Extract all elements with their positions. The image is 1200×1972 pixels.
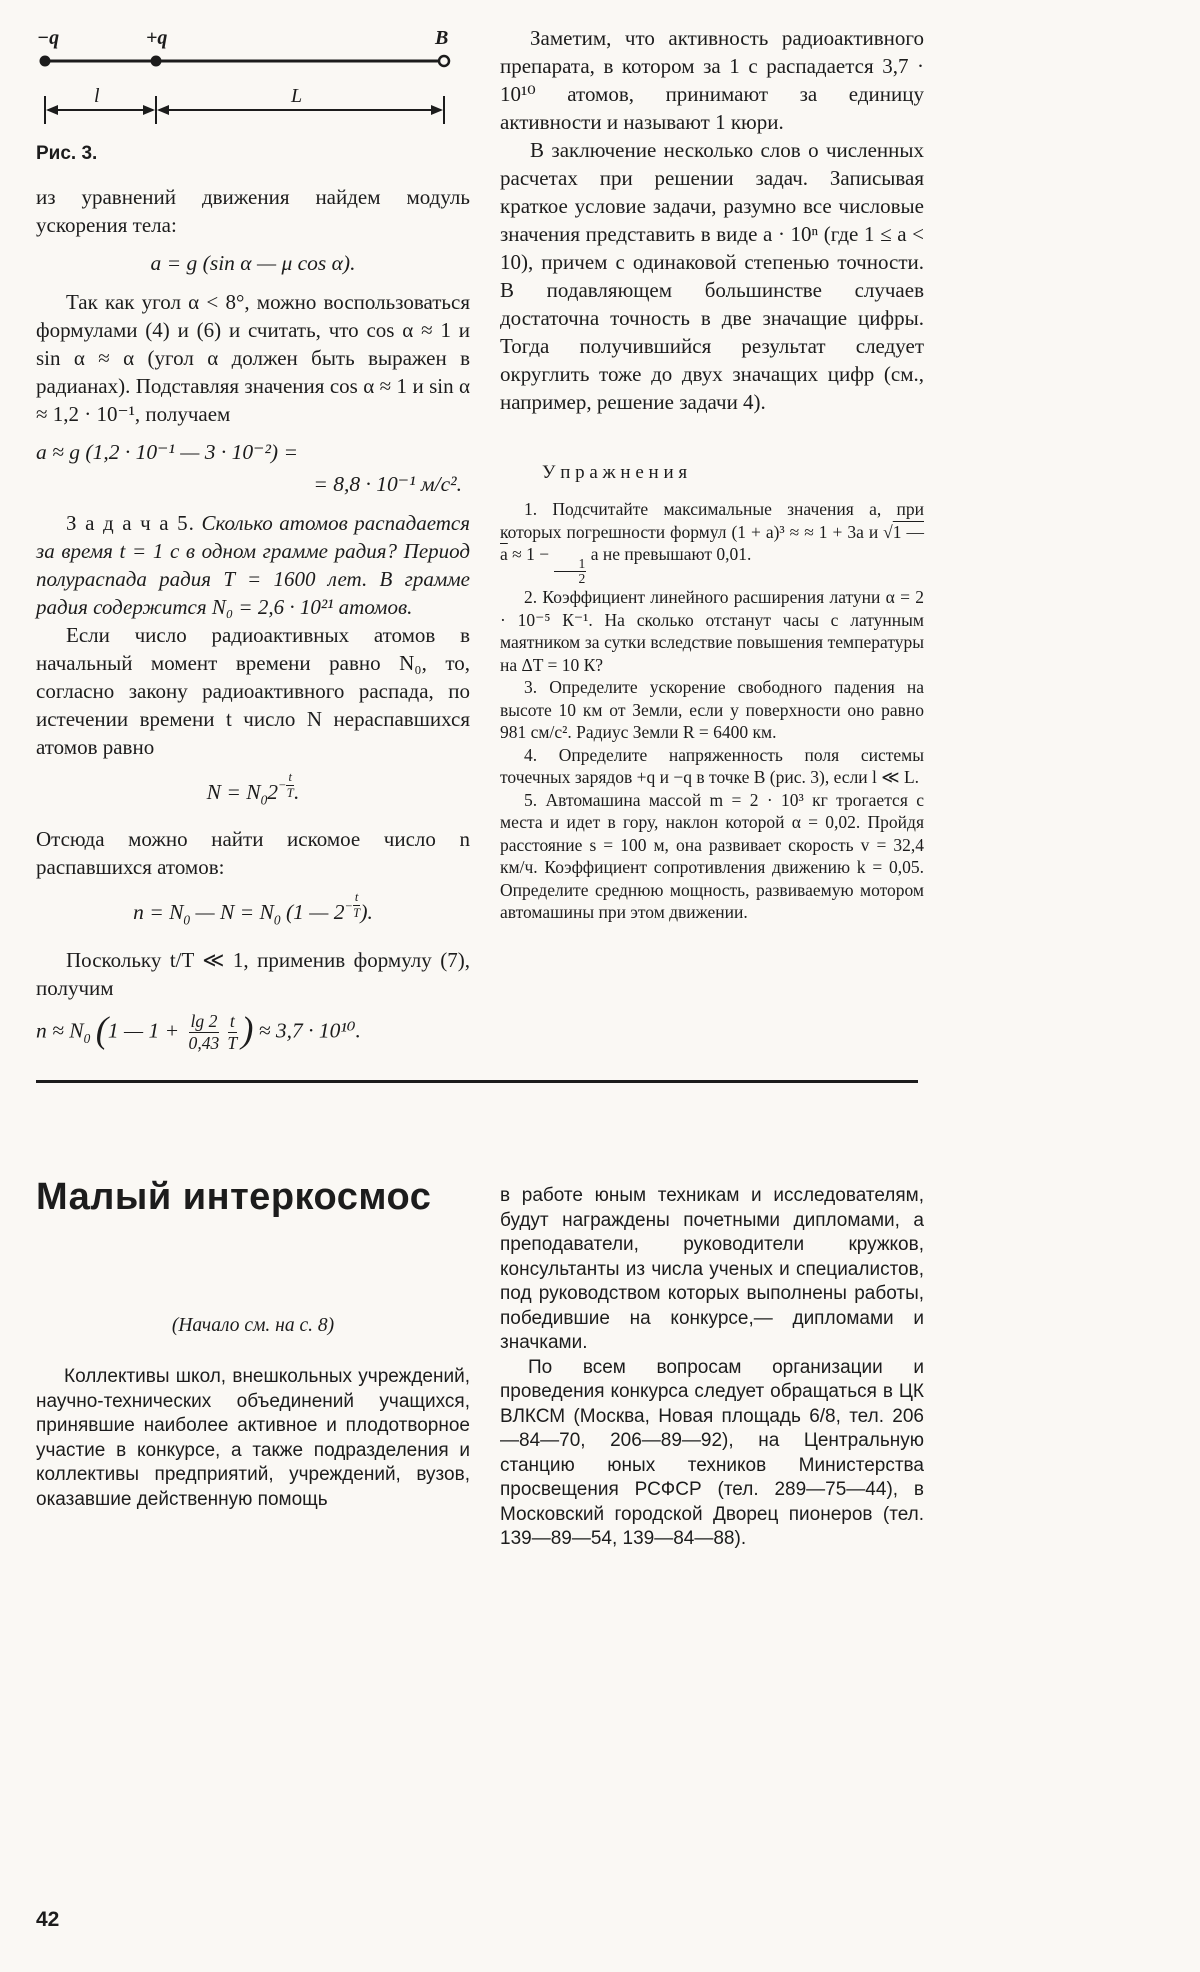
equation-decay-law [36,770,470,815]
paragraph: Отсюда можно найти искомое число n распавшихся атомов: [36,827,470,880]
exercise-text: 1. Подсчитайте максимальные значения a, при которых погрешности формул (1 + a)³ ≈ ≈ 1 + 3a и √ [500,499,924,542]
fraction-denominator: T [353,906,361,921]
paragraph: По всем вопросам организации и проведения конкурса следует обращаться в ЦК ВЛКСМ (Москва, Новая площадь 6/8, тел. 206—84—70, 206—89—92), на Центральную станцию юных техников Министерства просвещения РСФСР (тел. 289—75—44), в Московский городской Дворец пионеров (тел. 139—89—54, 139—84—88). [500,1356,924,1549]
eq-exp-sign: − [344,898,353,913]
fraction-numerator: t [354,890,359,905]
eq-exp-fraction [286,770,293,801]
eq-subscript: 0 [273,912,281,928]
arrowhead-icon [143,105,155,115]
task-text: Сколько атомов распадается за время t = 1 с в одном грамме радия? Период полураспада радия T = 1600 лет. В грамме радия содержится N₀ = 2,6 · 10²¹ атомов. [36,511,470,619]
eq-exp-sign: − [278,778,287,793]
arrowhead-icon [157,105,169,115]
charge-plus-dot [151,56,162,67]
exercise-2: 2. Коэффициент линейного расширения латуни α = 2 · 10⁻⁵ К⁻¹. На сколько отстанут часы с латунным маятником за сутки вследствие повышения температуры на ΔT = 10 К? [500,587,924,675]
bottom-right-column [500,1150,924,1552]
eq-exponent [278,770,294,801]
paragraph: Если число радиоактивных атомов в начальный момент времени равно N₀, то, согласно закону радиоактивного распада, по истечении времени t число N нераспавшихся атомов равно [36,623,470,759]
exercise-text: ≈ 1 − [507,544,554,564]
eq-text: n = N [133,900,184,925]
big-paren-open: ( [95,1009,108,1051]
eq-text: (1 — 2 [280,900,345,925]
paragraph: Коллективы школ, внешкольных учреждений, научно-технических объединений учащихся, принявшие наиболее активное и плодотворное участие в конкурсе, а также подразделения и коллективы предприятий, учреждений, вузов, оказавшие действенную помощь [36,1366,470,1510]
fraction-numerator: t [228,1011,237,1033]
eq-exponent [344,890,360,921]
fraction-denominator: 2 [578,570,586,586]
continuation-note: (Начало см. на с. 8) [171,1315,335,1336]
point-b-label: B [435,28,449,49]
exercises-heading: У п р а ж н е н и я [542,462,688,483]
bottom-left-column [36,1150,470,1552]
fraction-numerator: t [288,770,292,784]
article-title: Малый интеркосмос [36,1176,432,1218]
fraction-numerator: lg 2 [189,1011,220,1033]
eq-result: ≈ 3,7 · 10¹⁰. [258,1018,361,1043]
eq-text: N = N [206,780,261,805]
fraction-half [554,557,587,587]
eq-text: 1 — 1 + [107,1018,185,1043]
exercise-3: 3. Определите ускорение свободного падения на высоте 10 км от Земли, если у поверхности оно равно 981 см/с². Радиус Земли R = 6400 км. [500,677,924,743]
charge-minus-label: −q [37,28,60,49]
exercise-4: 4. Определите напряженность поля системы точечных зарядов +q и −q в точке B (рис. 3), если l ≪ L. [500,744,924,788]
paragraph: Поскольку t/T ≪ 1, применив формулу (7), получим [36,947,470,1000]
equation-line: a ≈ g (1,2 · 10⁻¹ — 3 · 10⁻²) = [36,440,298,464]
fraction-denominator: T [227,1033,238,1054]
paragraph: В заключение несколько слов о численных расчетах при решении задач. Записывая краткое условие задачи, разумно все числовые значения представить в виде a · 10ⁿ (где 1 ≤ a < 10), причем с одинаковой степенью точности. В подавляющем большинстве случаев достаточна точность в две значащие цифры. Тогда получившийся результат следует округлить тоже до двух значащих цифр (см., например, решение задачи 4). [500,138,924,414]
eq-close: ). [360,900,373,925]
page-number: 42 [36,1908,60,1931]
distance-L-label: L [291,85,303,107]
fraction-denominator: T [286,785,294,800]
equation-acceleration-numeric [36,437,470,499]
eq-text: — N = N [190,900,274,925]
exercise-5: 5. Автомашина массой m = 2 · 10³ кг трогается с места и идет в гору, наклон которой α = 0,02. Пройдя расстояние s = 100 м, она развивает скорость v = 32,4 км/ч. Коэффициент сопротивления движению k = 0,05. Определите среднюю мощность, развиваемую мотором автомашины при этом движении. [500,789,924,923]
paragraph: Заметим, что активность радиоактивного препарата, в котором за 1 с распадается 3,7 · 10¹⁰ атомов, принимают за единицу активности и называют 1 кюри. [500,26,924,134]
fraction-numerator: 1 [554,557,587,572]
charge-minus-dot [40,56,51,67]
charge-plus-label: +q [146,28,168,49]
radicand: 1 — a [500,521,924,564]
exercise-text: a не превышают 0,01. [586,544,752,564]
eq-period: . [293,780,300,805]
arrowhead-icon [46,105,58,115]
fraction-denominator: 0,43 [188,1033,220,1054]
eq-base: 2 [267,780,279,805]
top-article-section [36,24,924,1064]
paragraph: в работе юным техникам и исследователям, будут награждены почетными дипломами, а преподаватели, руководители кружков, консультанты из числа ученых и специалистов, под руководством которых выполнены работы, победившие на конкурсе,— дипломами и значками. [500,1185,924,1353]
eq-subscript: 0 [83,1030,91,1046]
task-5-paragraph [36,509,470,621]
equation-line: = 8,8 · 10⁻¹ м/с². [313,472,462,496]
bottom-article-section [36,1150,924,1552]
section-divider [36,1080,918,1083]
point-b-dot [439,56,449,66]
figure-3-diagram [36,28,456,128]
right-column [500,24,924,1064]
left-column [36,24,470,1064]
arrowhead-icon [431,105,443,115]
paragraph: из уравнений движения найдем модуль ускорения тела: [36,185,470,237]
eq-text: n ≈ N [36,1018,84,1043]
task-label: З а д а ч а 5. [66,511,195,535]
fraction-lg2 [189,1011,220,1054]
paragraph: Так как угол α < 8°, можно воспользоваться формулами (4) и (6) и считать, что cos α ≈ 1 и sin α ≈ α (угол α должен быть выражен в радианах). Подставляя значения cos α ≈ 1 и sin α ≈ 1,2 · 10⁻¹, получаем [36,290,470,426]
big-paren-close: ) [241,1009,254,1051]
equation-approximation [36,1011,470,1054]
figure-3 [36,28,470,165]
fraction-tT [227,1011,237,1054]
figure-caption: Рис. 3. [36,143,98,164]
distance-l-label: l [94,85,100,107]
exercise-1 [500,498,924,586]
equation-decayed-count [36,890,470,935]
eq-subscript: 0 [183,912,191,928]
equation-acceleration: a = g (sin α — μ cos α). [150,251,356,275]
eq-subscript: 0 [260,792,268,808]
